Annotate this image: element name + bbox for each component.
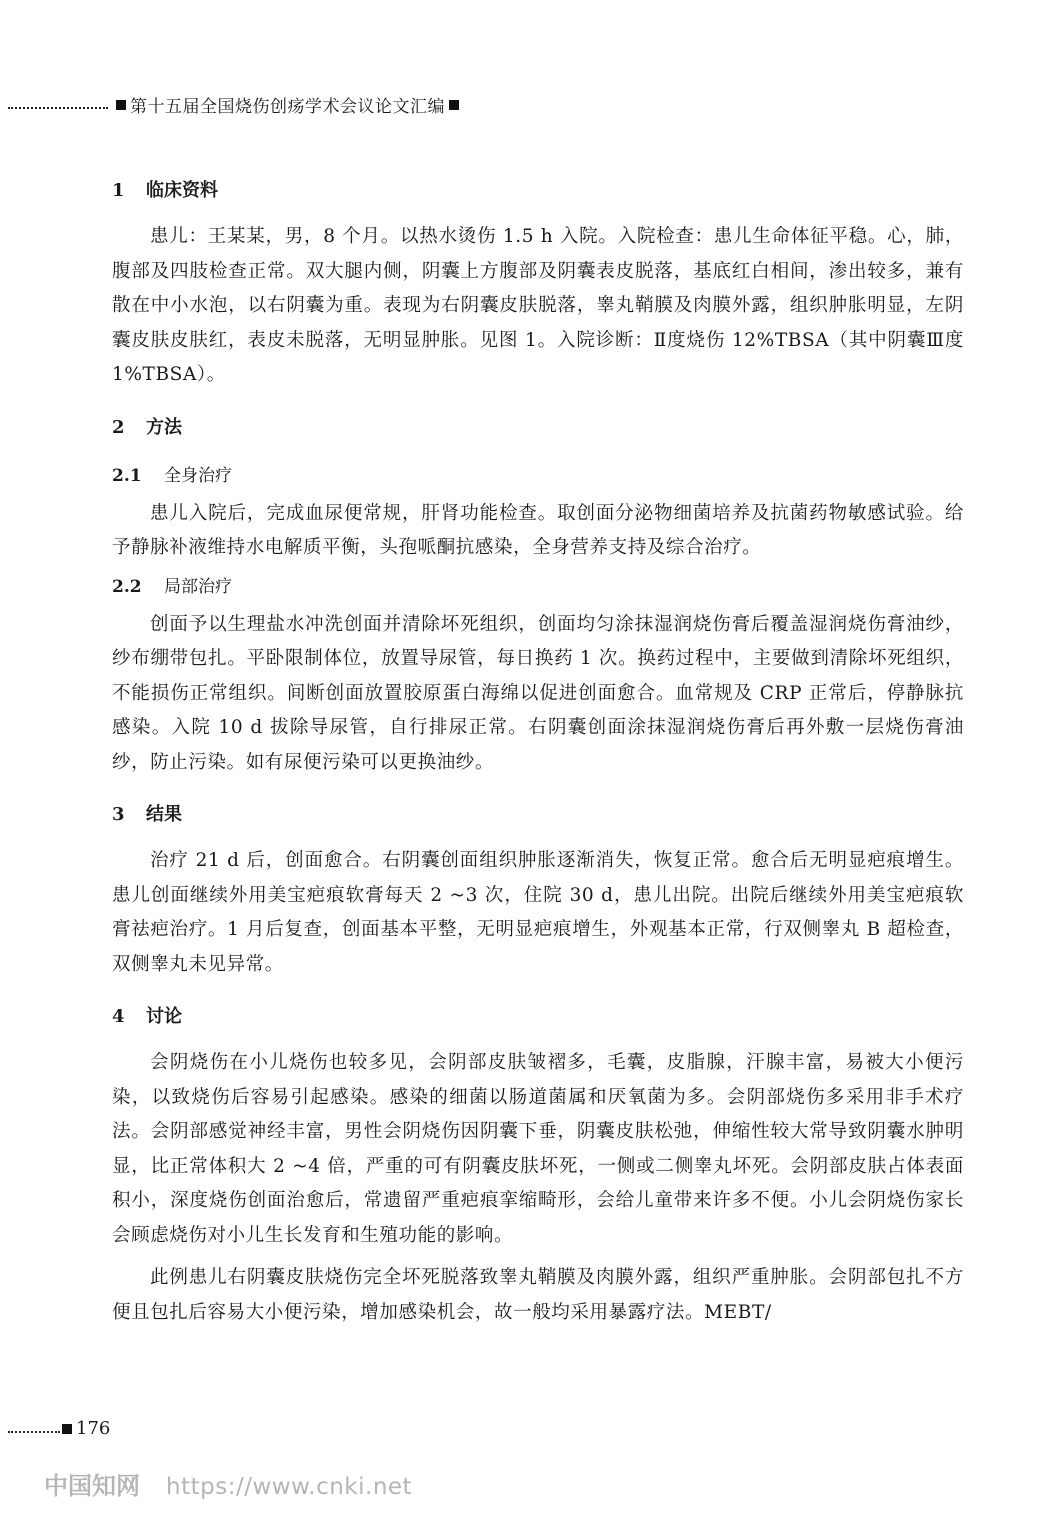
subsection-title: 局部治疗 bbox=[164, 576, 232, 597]
paragraph: 患儿：王某某，男，8 个月。以热水烫伤 1.5 h 入院。入院检查：患儿生命体征平稳。心，肺，腹部及四肢检查正常。双大腿内侧，阴囊上方腹部及阴囊表皮脱落，基底红白相间，渗出较多，兼有散在中小水泡，以右阴囊为重。表现为右阴囊皮肤脱落，睾丸鞘膜及肉膜外露，组织肿胀明显，左阴囊皮肤皮肤红，表皮未脱落，无明显肿胀。见图 1。入院诊断：Ⅱ度烧伤 12%TBSA（其中阴囊Ⅲ度 1%TBSA）。 bbox=[112, 226, 964, 385]
footer-square-icon bbox=[62, 1424, 72, 1434]
section-number: 2 bbox=[112, 416, 125, 438]
header-title: 第十五届全国烧伤创疡学术会议论文汇编 bbox=[130, 97, 445, 117]
paragraph: 创面予以生理盐水冲洗创面并清除坏死组织，创面均匀涂抹湿润烧伤膏后覆盖湿润烧伤膏油纱，纱布绷带包扎。平卧限制体位，放置导尿管，每日换药 1 次。换药过程中，主要做到清除坏死组织，不能损伤正常组织。间断创面放置胶原蛋白海绵以促进创面愈合。血常规及 CRP 正常后，停静脉抗感染。入院 10 d 拔除导尿管，自行排尿正常。右阴囊创面涂抹湿润烧伤膏后再外敷一层烧伤膏油纱，防止污染。如有尿便污染可以更换油纱。 bbox=[112, 613, 964, 773]
subsection-heading-2-2 bbox=[112, 574, 964, 600]
paragraph: 患儿入院后，完成血尿便常规，肝肾功能检查。取创面分泌物细菌培养及抗菌药物敏感试验。给予静脉补液维持水电解质平衡，头孢哌酮抗感染，全身营养支持及综合治疗。 bbox=[112, 502, 964, 558]
section-title: 讨论 bbox=[146, 1006, 182, 1027]
subsection-number: 2.1 bbox=[112, 465, 142, 486]
section-title: 临床资料 bbox=[146, 180, 218, 201]
header-square-icon-right bbox=[449, 100, 459, 110]
watermark-logo: 中国知网 bbox=[44, 1472, 140, 1500]
running-header bbox=[8, 92, 463, 117]
section-number: 1 bbox=[112, 180, 125, 201]
article-body bbox=[112, 178, 964, 1330]
section-heading-3 bbox=[112, 802, 964, 828]
paragraph: 会阴烧伤在小儿烧伤也较多见，会阴部皮肤皱褶多，毛囊，皮脂腺，汗腺丰富，易被大小便污染，以致烧伤后容易引起感染。感染的细菌以肠道菌属和厌氧菌为多。会阴部烧伤多采用非手术疗法。会阴部感觉神经丰富，男性会阴烧伤因阴囊下垂，阴囊皮肤松弛，伸缩性较大常导致阴囊水肿明显，比正常体积大 2 ~4 倍，严重的可有阴囊皮肤坏死，一侧或二侧睾丸坏死。会阴部皮肤占体表面积小，深度烧伤创面治愈后，常遗留严重疤痕挛缩畸形，会给儿童带来许多不便。小儿会阴烧伤家长会顾虑烧伤对小儿生长发育和生殖功能的影响。 bbox=[112, 1052, 964, 1246]
cnki-watermark bbox=[44, 1466, 412, 1501]
footer-dotted-rule bbox=[8, 1431, 60, 1433]
paragraph: 此例患儿右阴囊皮肤烧伤完全坏死脱落致睾丸鞘膜及肉膜外露，组织严重肿胀。会阴部包扎不方便且包扎后容易大小便污染，增加感染机会，故一般均采用暴露疗法。MEBT/ bbox=[112, 1267, 964, 1323]
section-heading-2 bbox=[112, 415, 964, 441]
section-heading-1 bbox=[112, 178, 964, 204]
page-number: 176 bbox=[76, 1418, 111, 1439]
section-title: 方法 bbox=[146, 416, 182, 438]
subsection-number: 2.2 bbox=[112, 576, 142, 597]
header-square-icon bbox=[116, 100, 126, 110]
section-title: 结果 bbox=[146, 804, 182, 825]
page-footer bbox=[8, 1418, 110, 1439]
section-heading-4 bbox=[112, 1004, 964, 1030]
subsection-title: 全身治疗 bbox=[164, 465, 232, 486]
paragraph: 治疗 21 d 后，创面愈合。右阴囊创面组织肿胀逐渐消失，恢复正常。愈合后无明显疤痕增生。患儿创面继续外用美宝疤痕软膏每天 2 ~3 次，住院 30 d，患儿出院。出院后继续外用美宝疤痕软膏祛疤治疗。1 月后复查，创面基本平整，无明显疤痕增生，外观基本正常，行双侧睾丸 B 超检查，双侧睾丸未见异常。 bbox=[112, 850, 964, 975]
subsection-heading-2-1 bbox=[112, 463, 964, 489]
section-number: 3 bbox=[112, 804, 125, 825]
header-dotted-rule bbox=[8, 107, 108, 109]
watermark-url[interactable]: https://www.cnki.net bbox=[166, 1474, 413, 1500]
section-number: 4 bbox=[112, 1006, 125, 1027]
